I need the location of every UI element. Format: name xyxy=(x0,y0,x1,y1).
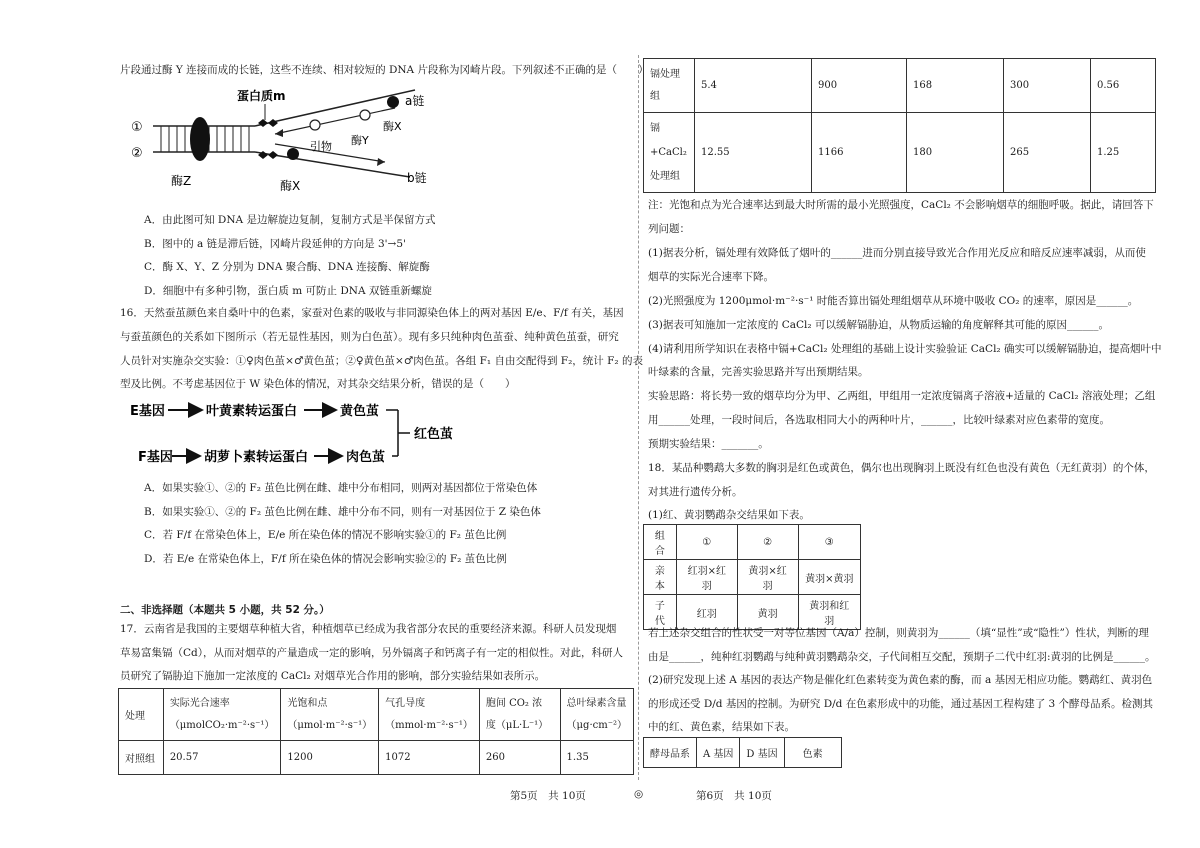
row-label-cd-2: 组 xyxy=(650,90,660,102)
q16-option-d: D．若 E/e 在常染色体上，F/f 所在染色体的情况会影响实验②的 F₂ 茧色比例 xyxy=(144,553,507,565)
enzyme-z-label: 酶Z xyxy=(171,174,192,188)
q16-option-b: B．如果实验①、②的 F₂ 茧色比例在雌、雄中分布不同，则有一对基因位于 Z 染色体 xyxy=(144,506,541,518)
enzyme-x-top-label: 酶X xyxy=(383,120,402,133)
table-cell: 12.55 xyxy=(695,113,812,193)
flesh-cocoon-label: 肉色茧 xyxy=(346,450,386,465)
photosynthesis-table xyxy=(118,688,634,775)
expected-result: 预期实验结果：_______。 xyxy=(648,438,769,450)
table-cell: ③ xyxy=(798,525,860,560)
table-cell: 1166 xyxy=(812,113,907,193)
q18-sub1: (1)红、黄羽鹦鹉杂交结果如下表。 xyxy=(648,509,810,521)
q16-line-4: 型及比例。不考虑基因位于 W 染色体的情况，对其杂交结果分析，错误的是（ ） xyxy=(120,378,516,390)
e-gene-label: E基因 xyxy=(130,404,165,419)
table-cell: 0.56 xyxy=(1091,59,1156,113)
f-gene-label: F基因 xyxy=(138,450,173,465)
header-treatment: 处理 xyxy=(119,689,164,741)
yellow-cocoon-label: 黄色茧 xyxy=(340,404,380,419)
strand-2-label: ② xyxy=(131,146,143,161)
table-cell: ② xyxy=(737,525,798,560)
table-row xyxy=(644,560,861,595)
table-cell: 260 xyxy=(479,741,560,775)
row-label-cdca: 镉 xyxy=(650,122,660,134)
header-chlorophyll: 总叶绿素含量 xyxy=(566,697,627,709)
table-cell: 1200 xyxy=(281,741,379,775)
section-2-heading: 二、非选择题（本题共 5 小题，共 52 分。） xyxy=(120,604,330,616)
q18-sub2-text-3: 中的红、黄色素，结果如下表。 xyxy=(648,721,795,733)
note-line-2: 列问题： xyxy=(648,223,690,235)
row-label-cd: 镉处理 xyxy=(650,68,680,80)
q18-sub2-text-1: (2)研究发现上述 A 基因的表达产物是催化红色素转变为黄色素的酶，而 a 基因无相应功能。鹦鹉红、黄羽色 xyxy=(648,674,1153,686)
page-number-left: 第5页 共 10页 xyxy=(510,790,586,802)
table-cell: 1.25 xyxy=(1091,113,1156,193)
q17-line-1: 17．云南省是我国的主要烟草种植大省，种植烟草已经成为我省部分农民的重要经济来源。科研人员发现烟 xyxy=(120,623,617,635)
q17-sub3: (3)据表可知施加一定浓度的 CaCl₂ 可以缓解镉胁迫，从物质运输的角度解释其可能的原因______。 xyxy=(648,319,1109,331)
q17-line-2: 草易富集镉（Cd），从而对烟草的产量造成一定的影响，另外镉离子和钙离子有一定的相似性。对此，科研人 xyxy=(120,647,624,659)
table-cell: 黄羽和红羽 xyxy=(798,595,860,630)
table-row xyxy=(644,113,1156,193)
q17-sub1-line-2: 烟草的实际光合速率下降。 xyxy=(648,271,774,283)
row-label-cdca-2: +CaCl₂ xyxy=(650,146,687,158)
header-stomatal: 气孔导度 xyxy=(385,697,426,709)
q17-line-3: 员研究了镉胁迫下施加一定浓度的 CaCl₂ 对烟草光合作用的影响，部分实验结果如表所示。 xyxy=(120,670,546,682)
q17-sub4-line-1: (4)请利用所学知识在表格中镉+CaCl₂ 处理组的基础上设计实验验证 CaCl₂ 确实可以缓解镉胁迫，提高烟叶中 xyxy=(648,343,1162,355)
q15-option-b: B．图中的 a 链是滞后链，冈崎片段延伸的方向是 3'→5' xyxy=(144,238,406,250)
table-cell: 180 xyxy=(907,113,1004,193)
experiment-idea-line-1: 实验思路：将长势一致的烟草均分为甲、乙两组，甲组用一定浓度镉离子溶液+适量的 CaCl₂ 溶液处理；乙组 xyxy=(648,390,1156,402)
page-divider xyxy=(638,55,639,780)
header-saturation-unit: （μmol·m⁻²·s⁻¹） xyxy=(287,719,373,731)
table-cell: 对照组 xyxy=(119,741,164,775)
yeast-table xyxy=(643,737,842,768)
photosynthesis-table-continued xyxy=(643,58,1156,193)
enzyme-x-bottom-label: 酶X xyxy=(280,179,301,193)
row-label-cdca-3: 处理组 xyxy=(650,170,680,182)
q16-option-a: A．如果实验①、②的 F₂ 茧色比例在雌、雄中分布相同，则两对基因都位于常染色体 xyxy=(144,482,538,494)
header-chlorophyll-unit: （μg·cm⁻²） xyxy=(566,719,627,731)
q16-line-3: 人员针对实施杂交实验：①♀肉色茧×♂黄色茧；②♀黄色茧×♂肉色茧。各组 F₁ 自由交配得到 F₂，统计 F₂ 的表 xyxy=(120,355,643,367)
q17-sub1-line-1: (1)据表分析，镉处理有效降低了烟叶的______进而分别直接导致光合作用光反应和暗反应速率减弱，从而使 xyxy=(648,247,1146,259)
table-cell: 5.4 xyxy=(695,59,812,113)
table-cell: 酵母品系 xyxy=(644,738,697,768)
q16-line-2: 与蚕茧颜色的关系如下图所示（若无显性基因，则为白色茧）。现有多只纯种肉色茧蚕、纯种黄色茧蚕，研究 xyxy=(120,331,619,343)
table-cell: 黄羽×黄羽 xyxy=(798,560,860,595)
q16-line-1: 16．天然蚕茧颜色来自桑叶中的色素，家蚕对色素的吸收与非同源染色体上的两对基因 E/e、F/f 有关，基因 xyxy=(120,307,624,319)
q15-option-c: C．酶 X、Y、Z 分别为 DNA 聚合酶、DNA 连接酶、解旋酶 xyxy=(144,261,430,273)
table-row xyxy=(119,741,634,775)
table-row xyxy=(644,525,861,560)
table-cell: 300 xyxy=(1004,59,1091,113)
table-row xyxy=(644,738,842,768)
header-rate: 实际光合速率 xyxy=(169,697,230,709)
table-cell: 色素 xyxy=(784,738,841,768)
header-rate-unit: （μmolCO₂·m⁻²·s⁻¹） xyxy=(169,719,275,731)
table-cell: 1072 xyxy=(379,741,480,775)
carotene-protein-label: 胡萝卜素转运蛋白 xyxy=(204,450,309,465)
q15-option-a: A．由此图可知 DNA 是边解旋边复制，复制方式是半保留方式 xyxy=(144,214,436,226)
enzyme-y-label: 酶Y xyxy=(351,134,369,147)
header-saturation: 光饱和点 xyxy=(287,697,328,709)
table-cell: 红羽 xyxy=(676,595,737,630)
q18-sub1-text-1: 若上述杂交组合的性状受一对等位基因（A/a）控制，则黄羽为______（填“显性”或“隐性”）性状，判断的理 xyxy=(648,627,1149,639)
b-chain-label: b链 xyxy=(407,171,427,185)
cross-table xyxy=(643,524,861,630)
table-cell: 组合 xyxy=(644,525,677,560)
table-cell: D 基因 xyxy=(740,738,784,768)
q18-line-1: 18．某品种鹦鹉大多数的胸羽是红色或黄色，偶尔也出现胸羽上既没有红色也没有黄色（无红黄羽）的个体， xyxy=(648,462,1155,474)
table-cell: 900 xyxy=(812,59,907,113)
table-cell: 168 xyxy=(907,59,1004,113)
q18-line-2: 对其进行遗传分析。 xyxy=(648,486,743,498)
q17-sub2: (2)光照强度为 1200μmol·m⁻²·s⁻¹ 时能否算出镉处理组烟草从环境中吸收 CO₂ 的速率，原因是______。 xyxy=(648,295,1139,307)
primer-label: 引物 xyxy=(310,140,332,153)
protein-m-label: 蛋白质m xyxy=(237,89,286,103)
table-cell: 20.57 xyxy=(163,741,281,775)
question-15-intro: 片段通过酶 Y 连接而成的长链，这些不连续、相对较短的 DNA 片段称为冈崎片段。下列叙述不正确的是（ ） xyxy=(120,64,649,76)
lutein-protein-label: 叶黄素转运蛋白 xyxy=(206,404,298,419)
silkworm-gene-diagram xyxy=(130,395,470,475)
note-line-1: 注：光饱和点为光合速率达到最大时所需的最小光照强度，CaCl₂ 不会影响烟草的细胞呼吸。据此，请回答下 xyxy=(648,199,1154,211)
q16-option-c: C．若 F/f 在常染色体上，E/e 所在染色体的情况不影响实验①的 F₂ 茧色比例 xyxy=(144,529,507,541)
q15-option-d: D．细胞中有多种引物，蛋白质 m 可防止 DNA 双链重新螺旋 xyxy=(144,285,432,297)
table-cell: 子代 xyxy=(644,595,677,630)
header-stomatal-unit: （mmol·m⁻²·s⁻¹） xyxy=(385,719,473,731)
experiment-idea-line-2: 用______处理，一段时间后，各选取相同大小的两种叶片，______，比较叶绿素对应色素带的宽度。 xyxy=(648,414,1110,426)
header-co2: 胞间 CO₂ 浓 xyxy=(485,697,543,709)
table-cell: 1.35 xyxy=(560,741,633,775)
table-cell: 265 xyxy=(1004,113,1091,193)
table-cell: 黄羽 xyxy=(737,595,798,630)
a-chain-label: a链 xyxy=(405,94,425,108)
q17-sub4-line-2: 叶绿素的含量，完善实验思路并写出预期结果。 xyxy=(648,366,869,378)
header-co2-unit: 度（μL·L⁻¹） xyxy=(485,719,549,731)
q18-sub1-text-2: 由是______，纯种红羽鹦鹉与纯种黄羽鹦鹉杂交，子代间相互交配，预期子二代中红羽:黄羽的比例是______。 xyxy=(648,651,1156,663)
table-cell: ① xyxy=(676,525,737,560)
table-cell: 黄羽×红羽 xyxy=(737,560,798,595)
table-cell: 红羽×红羽 xyxy=(676,560,737,595)
table-row xyxy=(644,59,1156,113)
center-binding-mark: ◎ xyxy=(634,788,644,800)
table-cell: 亲本 xyxy=(644,560,677,595)
strand-1-label: ① xyxy=(131,120,143,135)
red-cocoon-label: 红色茧 xyxy=(414,427,454,442)
table-cell: A 基因 xyxy=(697,738,740,768)
dna-replication-diagram xyxy=(125,82,445,197)
page-number-right: 第6页 共 10页 xyxy=(696,790,772,802)
table-row xyxy=(644,595,861,630)
q18-sub2-text-2: 的形成还受 D/d 基因的控制。为研究 D/d 在色素形成中的功能，通过基因工程构建了 3 个酵母品系。检测其 xyxy=(648,698,1154,710)
